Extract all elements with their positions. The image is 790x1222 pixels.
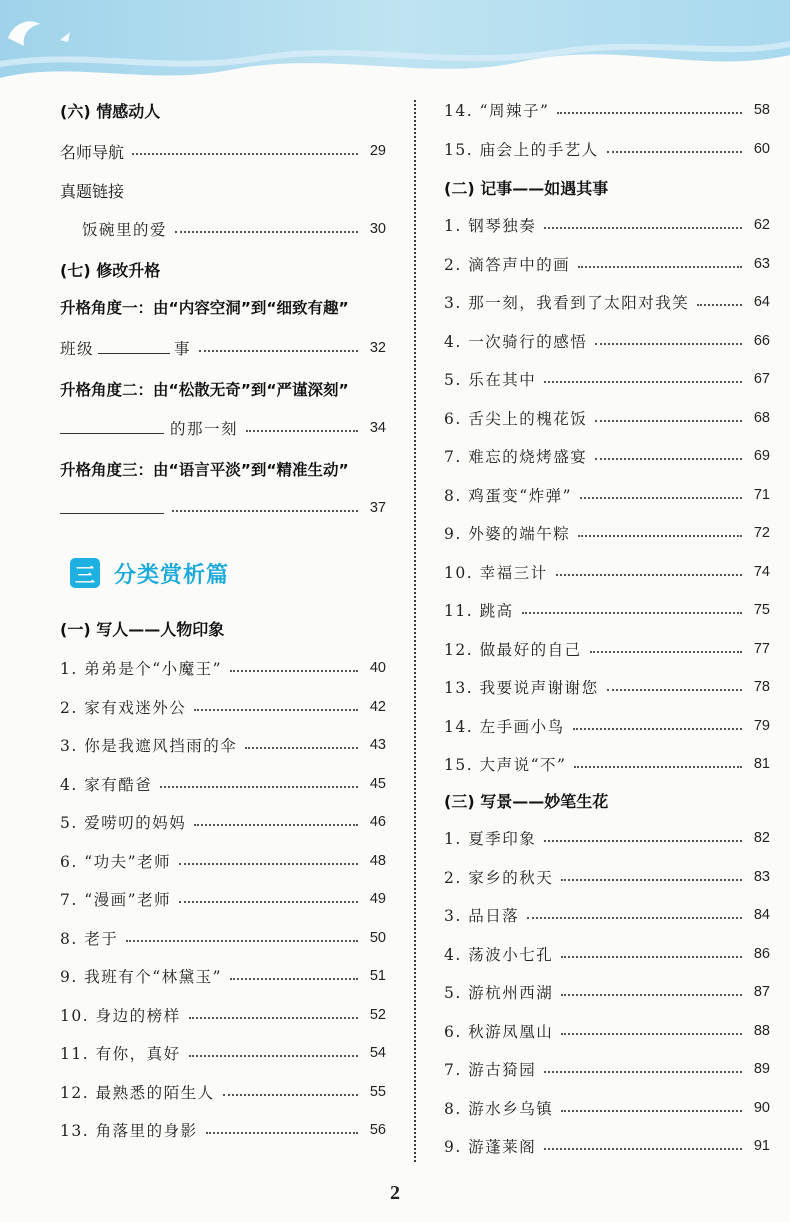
toc-entry[interactable] [444, 1017, 770, 1045]
entry-page: 56 [369, 1122, 386, 1138]
entry-title: 名师导航 [60, 142, 125, 162]
entry-page: 58 [753, 102, 770, 118]
entry-title [60, 499, 164, 518]
entry-title: 14. “周辣子” [444, 102, 550, 120]
entry-title: 3. 你是我遮风挡雨的伞 [60, 737, 238, 755]
dot-leader [189, 1017, 358, 1019]
part-name: 分类赏析篇 [114, 562, 230, 588]
entry-page: 30 [369, 221, 386, 237]
entry-title: 5. 乐在其中 [444, 371, 537, 389]
entry-page: 79 [753, 717, 770, 734]
dot-leader [580, 497, 742, 499]
toc-entry[interactable] [444, 481, 770, 509]
entry-title: 6. 秋游凤凰山 [444, 1022, 554, 1041]
entry-title: 8. 老于 [60, 929, 119, 948]
toc-entry[interactable] [444, 1055, 770, 1083]
toc-entry[interactable] [444, 978, 770, 1006]
toc-entry[interactable] [60, 494, 386, 522]
entry-page: 62 [753, 217, 770, 233]
toc-entry[interactable] [60, 962, 386, 990]
entry-page: 74 [753, 563, 770, 580]
entry-title: 15. 大声说“不” [444, 756, 567, 774]
dot-leader [179, 863, 358, 865]
dot-leader [607, 689, 742, 691]
dot-leader [194, 709, 358, 711]
part-badge: 三 [70, 558, 100, 588]
toc-entry[interactable] [60, 847, 386, 875]
toc-entry[interactable] [60, 885, 386, 913]
entry-page: 43 [369, 737, 386, 753]
entry-title: 9. 外婆的端午粽 [444, 525, 571, 543]
dot-leader [544, 840, 742, 842]
entry-page: 54 [369, 1045, 386, 1061]
entry-page: 69 [753, 448, 770, 464]
dot-leader [557, 112, 742, 114]
toc-entry[interactable] [60, 731, 386, 759]
entry-suffix: 的那一刻 [170, 420, 239, 438]
entry-title: 1. 夏季印象 [444, 830, 537, 848]
entry-title: 7. 游古猗园 [444, 1061, 537, 1079]
entry-prefix: 班级 [60, 340, 95, 358]
toc-entry[interactable] [444, 558, 770, 586]
dot-leader [578, 266, 742, 268]
group-title: (二) 记事——如遇其事 [444, 178, 609, 198]
entry-page: 45 [369, 775, 386, 792]
entry-page: 66 [753, 332, 770, 349]
toc-entry[interactable] [444, 712, 770, 740]
entry-page: 32 [369, 340, 386, 356]
toc-entry[interactable] [60, 808, 386, 836]
entry-page: 63 [753, 255, 770, 272]
entry-title: 4. 荡波小七孔 [444, 945, 554, 964]
entry-title: 8. 鸡蛋变“炸弹” [444, 486, 573, 505]
entry-page: 42 [369, 698, 386, 715]
entry-page: 84 [753, 907, 770, 923]
dot-leader [573, 728, 742, 730]
dot-leader [223, 1094, 358, 1096]
fill-blank [98, 339, 170, 354]
entry-page: 90 [753, 1099, 770, 1116]
toc-entry[interactable] [444, 327, 770, 355]
toc-entry[interactable] [60, 770, 386, 798]
dot-leader [574, 766, 742, 768]
dot-leader [246, 430, 358, 432]
dot-leader [561, 956, 742, 958]
dot-leader [561, 879, 742, 881]
toc-entry[interactable] [444, 901, 770, 929]
entry-page: 82 [753, 830, 770, 846]
dot-leader [607, 151, 742, 153]
entry-title: 10. 身边的榜样 [60, 1006, 181, 1025]
toc-entry[interactable] [60, 137, 386, 165]
dot-leader [697, 304, 742, 306]
entry-title: 9. 游蓬莱阁 [444, 1138, 537, 1156]
entry-page: 34 [369, 420, 386, 436]
entry-title: 7. 难忘的烧烤盛宴 [444, 448, 588, 466]
dot-leader [179, 901, 358, 903]
entry-page: 60 [753, 140, 770, 157]
dot-leader [544, 1071, 742, 1073]
dot-leader [544, 227, 742, 229]
dot-leader [175, 231, 358, 233]
upgrade-angle-title: 升格角度三：由“语言平淡”到“精准生动” [60, 461, 349, 479]
page-number: 2 [390, 1182, 400, 1204]
dot-leader [230, 978, 358, 980]
toc-entry[interactable] [444, 250, 770, 278]
entry-page: 40 [369, 660, 386, 676]
entry-page: 29 [369, 143, 386, 159]
entry-title: 2. 家有戏迷外公 [60, 698, 187, 717]
dot-leader [126, 940, 358, 942]
entry-title: 11. 有你，真好 [60, 1045, 181, 1063]
dot-leader [160, 786, 358, 788]
dot-leader [595, 420, 742, 422]
entry-page: 49 [369, 891, 386, 907]
entry-suffix: 事 [174, 340, 192, 358]
fill-blank [60, 499, 164, 514]
entry-title [60, 417, 238, 439]
entry-page: 78 [753, 679, 770, 695]
toc-entry[interactable] [444, 1094, 770, 1122]
entry-page: 50 [369, 929, 386, 946]
toc-entry[interactable] [60, 693, 386, 721]
toc-entry[interactable] [60, 1116, 386, 1144]
toc-entry[interactable] [444, 404, 770, 432]
toc-entry[interactable] [60, 1001, 386, 1029]
entry-title: 饭碗里的爱 [82, 221, 168, 239]
toc-entry[interactable] [444, 635, 770, 663]
entry-title: 12. 最熟悉的陌生人 [60, 1083, 215, 1102]
toc-entry[interactable] [444, 824, 770, 852]
dot-leader [556, 574, 742, 576]
dot-leader [595, 458, 742, 460]
entry-title: 9. 我班有个“林黛玉” [60, 968, 223, 986]
toc-entry[interactable] [444, 519, 770, 547]
dot-leader [561, 994, 742, 996]
entry-title: 15. 庙会上的手艺人 [444, 140, 599, 159]
group-title: (三) 写景——妙笔生花 [444, 791, 609, 811]
entry-title: 13. 我要说声谢谢您 [444, 679, 599, 697]
dot-leader [230, 670, 358, 672]
entry-title [60, 337, 191, 359]
upgrade-angle-title: 升格角度二：由“松散无奇”到“严谨深刻” [60, 381, 349, 399]
entry-title: 1. 钢琴独奏 [444, 217, 537, 235]
dot-leader [206, 1132, 358, 1134]
toc-entry[interactable] [444, 135, 770, 163]
column-divider [414, 100, 416, 1162]
entry-page: 48 [369, 852, 386, 869]
entry-title: 5. 爱唠叨的妈妈 [60, 814, 187, 832]
dot-leader [194, 824, 358, 826]
dot-leader [527, 917, 742, 919]
dot-leader [132, 153, 358, 155]
entry-title: 3. 那一刻，我看到了太阳对我笑 [444, 294, 690, 312]
entry-title: 2. 家乡的秋天 [444, 868, 554, 887]
dot-leader [590, 651, 742, 653]
toc-entry[interactable] [444, 365, 770, 393]
toc-entry[interactable] [60, 1039, 386, 1067]
dot-leader [245, 747, 358, 749]
entry-title: 2. 滴答声中的画 [444, 255, 571, 274]
entry-page: 75 [753, 602, 770, 618]
toc-entry[interactable] [444, 288, 770, 316]
entry-page: 87 [753, 984, 770, 1000]
toc-entry[interactable] [60, 1078, 386, 1106]
toc-entry[interactable] [60, 215, 386, 243]
entry-page: 46 [369, 814, 386, 830]
dot-leader [522, 612, 742, 614]
entry-title: 6. 舌尖上的槐花饭 [444, 409, 588, 428]
dot-leader [172, 510, 358, 512]
toc-entry[interactable] [444, 442, 770, 470]
entry-page: 37 [369, 500, 386, 516]
toc-entry[interactable] [60, 414, 386, 442]
entry-title: 6. “功夫”老师 [60, 852, 172, 871]
section-title: (六) 情感动人 [60, 101, 161, 121]
entry-page: 77 [753, 640, 770, 657]
entry-page: 86 [753, 945, 770, 962]
header-decoration [0, 0, 790, 95]
dot-leader [561, 1033, 742, 1035]
toc-entry[interactable] [444, 96, 770, 124]
entry-page: 81 [753, 756, 770, 772]
entry-page: 89 [753, 1061, 770, 1077]
entry-page: 68 [753, 409, 770, 426]
toc-entry[interactable] [60, 654, 386, 682]
part-title [70, 556, 229, 590]
entry-title: 8. 游水乡乌镇 [444, 1099, 554, 1118]
toc-entry[interactable] [60, 924, 386, 952]
entry-title: 5. 游杭州西湖 [444, 984, 554, 1002]
section-title: (七) 修改升格 [60, 260, 161, 280]
toc-entry[interactable] [444, 673, 770, 701]
entry-title: 10. 幸福三计 [444, 563, 548, 582]
dot-leader [544, 381, 742, 383]
entry-page: 67 [753, 371, 770, 387]
toc-entry[interactable] [60, 334, 386, 362]
entry-title: 11. 跳高 [444, 602, 514, 620]
entry-page: 55 [369, 1083, 386, 1100]
toc-entry[interactable] [444, 750, 770, 778]
dot-leader [561, 1110, 742, 1112]
entry-page: 83 [753, 868, 770, 885]
entry-title: 3. 品日落 [444, 907, 520, 925]
toc-entry[interactable] [444, 1132, 770, 1160]
toc-entry[interactable] [444, 940, 770, 968]
entry-page: 71 [753, 486, 770, 503]
entry-title: 14. 左手画小鸟 [444, 717, 565, 736]
entry-page: 88 [753, 1022, 770, 1039]
entry-title: 4. 家有酷爸 [60, 775, 153, 794]
dot-leader [595, 343, 742, 345]
toc-entry[interactable] [444, 863, 770, 891]
entry-title: 1. 弟弟是个“小魔王” [60, 660, 223, 678]
entry-title: 7. “漫画”老师 [60, 891, 172, 909]
upgrade-angle-title: 升格角度一：由“内容空洞”到“细致有趣” [60, 299, 349, 317]
entry-title: 4. 一次骑行的感悟 [444, 332, 588, 351]
dot-leader [199, 350, 358, 352]
dot-leader [544, 1148, 742, 1150]
entry-page: 72 [753, 525, 770, 541]
toc-entry[interactable] [444, 211, 770, 239]
entry-title: 13. 角落里的身影 [60, 1122, 198, 1140]
dot-leader [578, 535, 742, 537]
fill-blank [60, 419, 164, 434]
dot-leader [189, 1055, 358, 1057]
entry-title: 12. 做最好的自己 [444, 640, 582, 659]
toc-entry[interactable] [444, 596, 770, 624]
group-title: (一) 写人——人物印象 [60, 619, 225, 639]
entry-page: 52 [369, 1006, 386, 1023]
entry-page: 51 [369, 968, 386, 984]
entry-page: 64 [753, 294, 770, 310]
subsection-title: 真题链接 [60, 181, 125, 201]
entry-page: 91 [753, 1138, 770, 1154]
